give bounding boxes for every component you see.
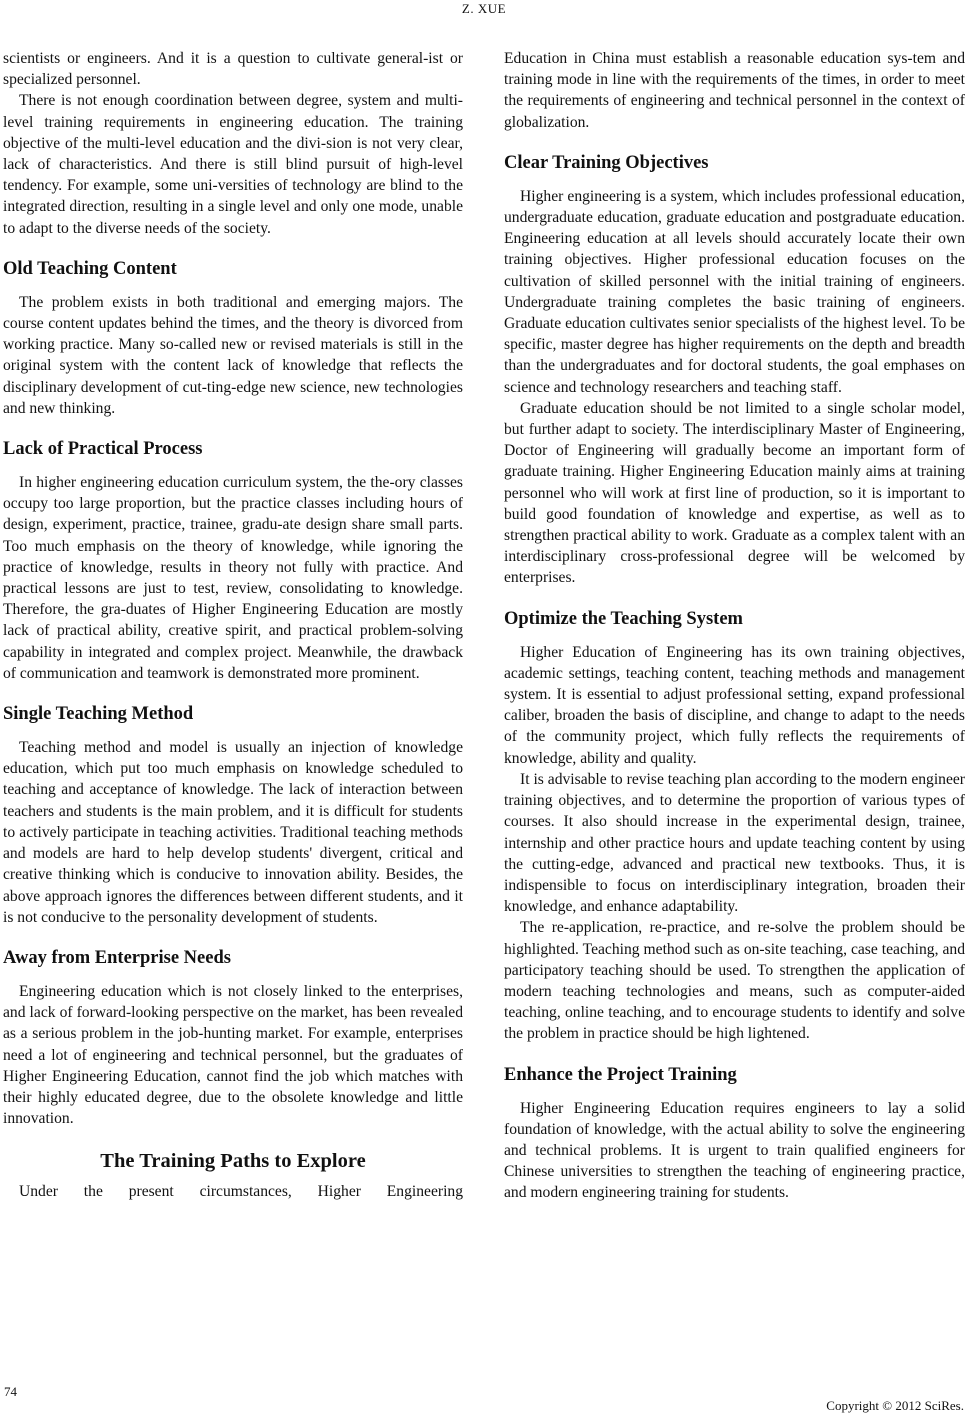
paragraph: Higher engineering is a system, which includes professional education, undergraduate education, graduate education and postgraduate education. Engineering education at all levels should accurately locate their own training objectives. Higher professional education focuses on the cultivation of skilled personnel with the initial training of engineers. Undergraduate training completes the basic training of engineers. Graduate education cultivates senior specialists of the highest level. To be specific, master degree has higher requirements on the depth and breadth than the undergraduates and for doctoral students, the goal emphases on science and technology researchers and teaching staff. (504, 187, 965, 396)
paragraph: Higher Education of Engineering has its own training objectives, academic settings, teaching content, teaching methods and management system. It is essential to adjust professional setting, expand professional caliber, broaden the basis of discipline, and change to adapt to the needs of the community project, which fully reflects the requirements of knowledge, ability and quality. (504, 643, 965, 767)
paragraph: There is not enough coordination between degree, system and multi-level training requirements in engineering education. The training objective of the multi-level education and the divi-sion is not very clear, lack of characteristics. And there is still blind pursuit of high-level tendency. For example, some uni-versities of technology are blind to the integrated direction, resulting in a single level and only one mode, unable to adapt to the diverse needs of the society. (3, 92, 463, 237)
section-heading-enhance-project-training: Enhance the Project Training (504, 1064, 737, 1085)
section-heading-away-from-enterprise-needs: Away from Enterprise Needs (3, 947, 231, 968)
copyright-notice: Copyright © 2012 SciRes. (826, 1398, 964, 1413)
paragraph: The re-application, re-practice, and re-solve the problem should be highlighted. Teaching method such as on-site teaching, case teaching, and participatory teaching should be used. To strengthen the application of modern teaching technologies and means, such as computer-aided teaching, online teaching, and to encourage students to identify and solve the problem in practice should be high lightened. (504, 919, 965, 1043)
paragraph: Engineering education which is not closely linked to the enterprises, and lack of forward-looking perspective on the market, has been revealed as a serious problem in the job-hunting market. For example, enterprises need a lot of engineering and technical personnel, but the graduates of Higher Engineering Education, cannot find the job which matches with their highly educated degree, due to the obsolete knowledge and little innovation. (3, 982, 463, 1128)
paragraph: Under the present circumstances, Higher Engineering (19, 1183, 463, 1201)
section-heading-training-paths: The Training Paths to Explore (100, 1150, 366, 1173)
section-heading-optimize-teaching-system: Optimize the Teaching System (504, 608, 743, 629)
paragraph: Teaching method and model is usually an injection of knowledge education, which put too much emphasis on knowledge scheduled to teaching and acceptance of knowledge. The lack of interaction between teachers and students is the main problem, and it is difficult for students to actively participate in teaching activities. Traditional teaching methods and models are hard to help develop students' divergent, critical and creative thinking which is conducive to innovation ability. Besides, the above approach ignores the differences between different students, and it is not conducive to the personality development of students. (3, 739, 463, 926)
paragraph: Graduate education should be not limited to a single scholar model, but further adapt to society. The interdisciplinary Master of Engineering, Doctor of Engineering will gradually become an important form of graduate training. Higher Engineering Education mainly aims at training personnel who will work at first line of production, so it is important to build good foundation of knowledge and expertise, as well as to strengthen practical ability to work. Graduate as a complex talent with an interdisciplinary cross-professional degree will be welcomed by enterprises. (504, 399, 965, 587)
left-column (3, 48, 463, 1203)
section-heading-single-teaching-method: Single Teaching Method (3, 704, 194, 725)
section-heading-lack-of-practical-process: Lack of Practical Process (3, 439, 203, 460)
paragraph: In higher engineering education curriculum system, the the-ory classes occupy too large proportion, but the practice classes including hours of design, experiment, practice, trainee, gradu-ate design share small parts. Too much emphasis on the theory of knowledge, while ignoring the practice of knowledge, results in theory not fully with practice. And practical lessons are just to test, review, consolidating to knowledge. Therefore, the gra-duates of Higher Engineering Education are mostly lack of practical ability, creative spirit, and practical problem-solving capability in integrated and complex project. Meanwhile, the drawback of communication and teamwork is demonstrated more prominent. (3, 474, 463, 682)
right-column (504, 48, 965, 1204)
paragraph: scientists or engineers. And it is a question to cultivate general-ist or specialized personnel. (3, 50, 463, 89)
paragraph: Higher Engineering Education requires engineers to lay a solid foundation of knowledge, with the actual ability to solve the engineering and technical problems. It is urgent to train qualified engineers for Chinese universities to strengthen the teaching of engineering practice, and modern engineering training for students. (504, 1099, 965, 1202)
paragraph: Education in China must establish a reasonable education sys-tem and training mode in line with the requirements of the times, in order to meet the requirements of engineering and technical personnel in the context of globalization. (504, 50, 965, 131)
page-number: 74 (4, 1384, 17, 1399)
running-head: Z. XUE (461, 1, 507, 16)
section-heading-old-teaching-content: Old Teaching Content (3, 258, 177, 279)
section-heading-clear-training-objectives: Clear Training Objectives (504, 152, 709, 173)
paragraph: It is advisable to revise teaching plan according to the modern engineer training objectives, and to determine the proportion of various types of courses. It also should increase in the experimental design, trainee, internship and other practice hours and update teaching content by using the cutting-edge, advanced and practical new textbooks. Thus, it is indispensible to focus on interdisciplinary integration, broaden their knowledge, and enhance adaptability. (504, 770, 965, 916)
paragraph: The problem exists in both traditional and emerging majors. The course content updates behind the times, and the theory is divorced from working practice. Many so-called new or revised materials is still in the original system with the content lack of knowledge that reflects the disciplinary development of cut-ting-edge new science, new technologies and new thinking. (3, 293, 463, 417)
